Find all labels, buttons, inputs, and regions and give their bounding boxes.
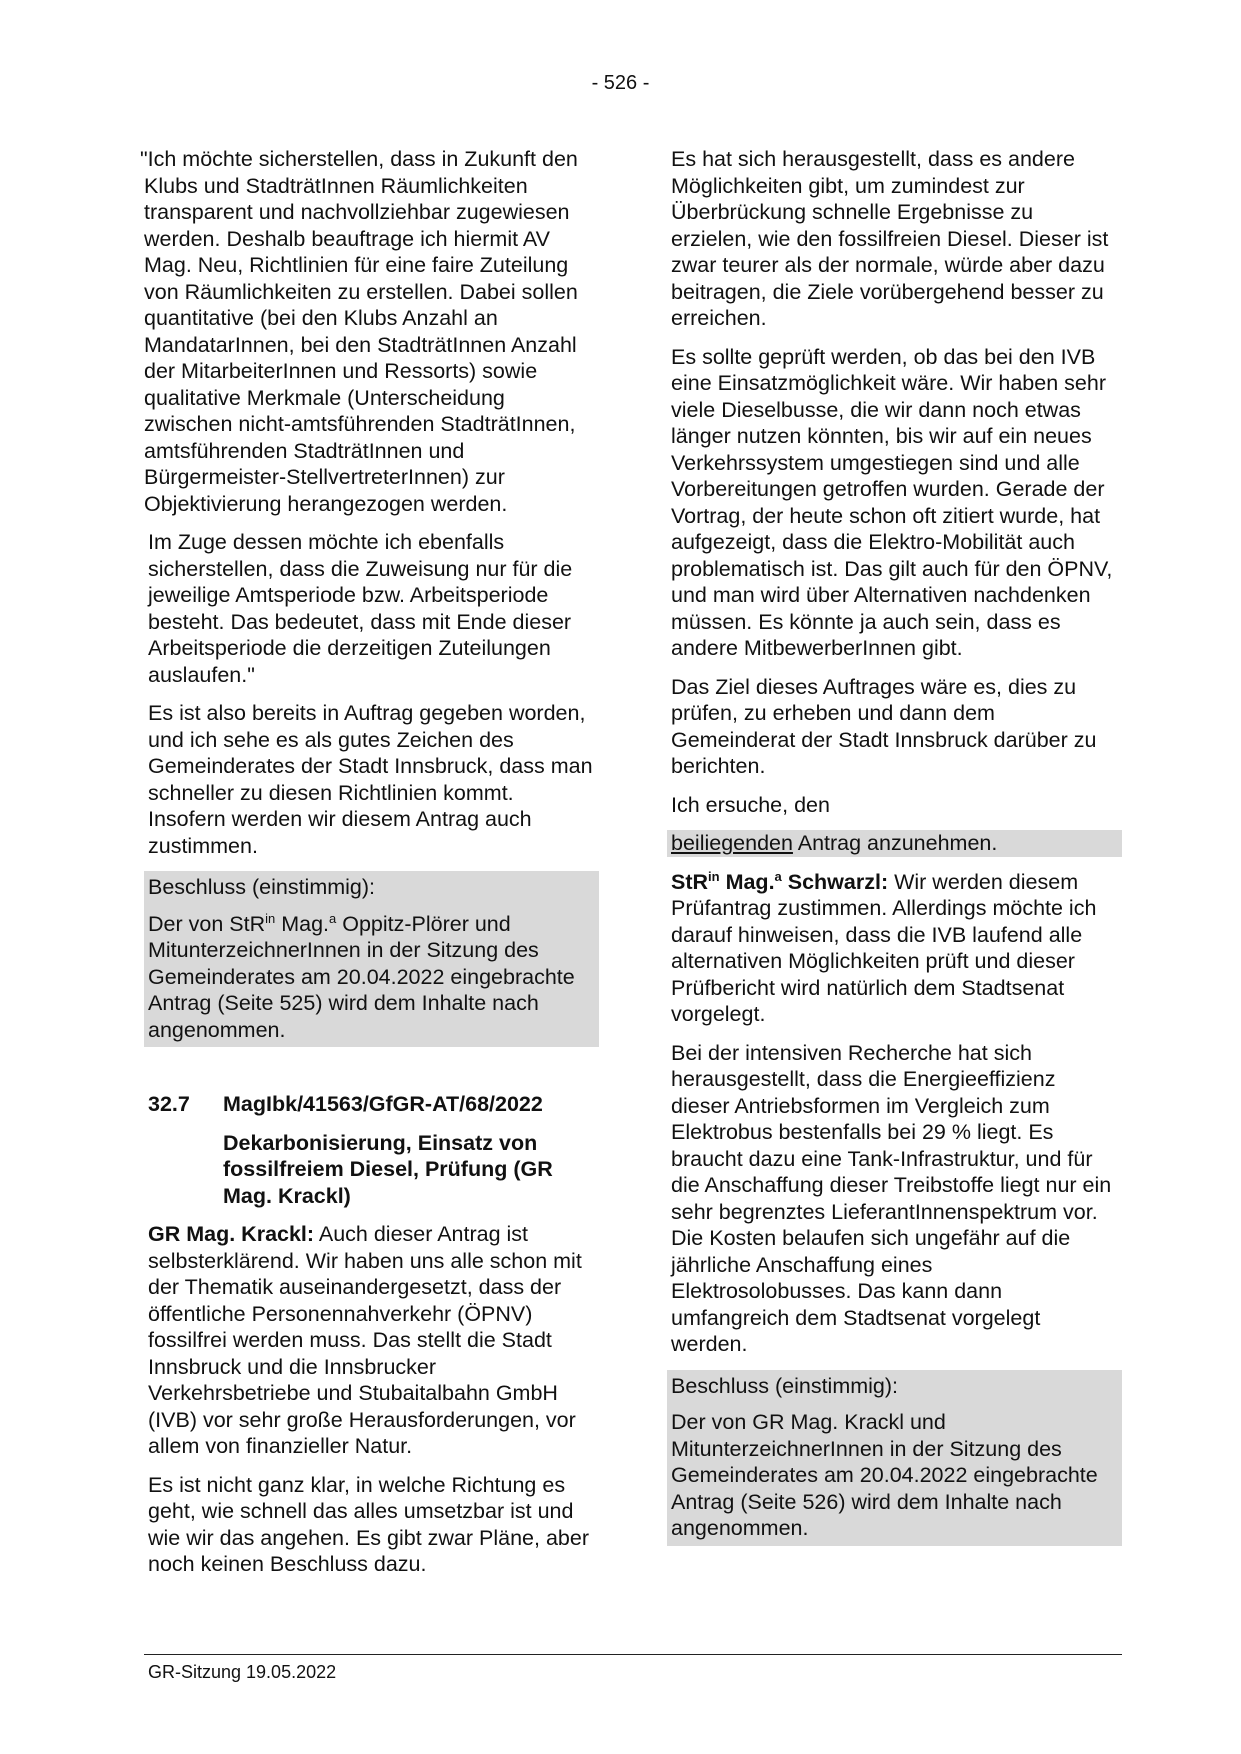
agenda-item-reference: MagIbk/41563/GfGR-AT/68/2022: [223, 1092, 543, 1116]
agenda-item-heading: [144, 1091, 599, 1118]
beschluss-text: Der von StR$^{in}$ Mag.$^a$ Oppitz-Plörer und MitunterzeichnerInnen in der Sitzung des Gemeinderates am 20.04.2022 eingebrachte Antrag (Seite 525) wird dem Inhalte nach angenommen.: [148, 910, 575, 1042]
beschluss-heading: Beschluss (einstimmig):: [671, 1373, 898, 1398]
footer-divider: [144, 1654, 1122, 1655]
beschluss-box-1: [144, 871, 599, 1047]
speech-schwarzl-2: Bei der intensiven Recherche hat sich herausgestellt, dass die Energieeffizienz dieser Antriebsformen im Vergleich zum Elektrobus bestenfalls bei 29 % liegt. Es braucht dazu eine Tank-Infrastruktur, und für die Anschaffung dieser Treibstoffe liegt nur ein sehr begrenztes LieferantInnenspektrum vor. Die Kosten belaufen sich ungefähr auf die jährliche Anschaffung eines Elektrosolobusses. Das kann dann umfangreich dem Stadtsenat vorgelegt werden.: [671, 1040, 1112, 1356]
beiliegenden-link[interactable]: beiliegenden: [671, 831, 793, 855]
quote-paragraph-2: Im Zuge dessen möchte ich ebenfalls sicherstellen, dass die Zuweisung nur für die jeweilige Amtsperiode bzw. Arbeitsperiode besteht. Das bedeutet, dass mit Ende dieser Arbeitsperiode die derzeitigen Zuteilungen auslaufen.": [148, 530, 573, 687]
footer-text: GR-Sitzung 19.05.2022: [148, 1662, 337, 1682]
speech-krackl-5: Das Ziel dieses Auftrages wäre es, dies zu prüfen, zu erheben und dann dem Gemeinderat der Stadt Innsbruck darüber zu berichten.: [671, 674, 1097, 778]
speaker-name: StR$^{in}$ Mag.$^a$ Schwarzl:: [671, 868, 889, 894]
speech-schwarzl-1: StR$^{in}$ Mag.$^a$ Schwarzl: Wir werden diesem Prüfantrag zustimmen. Allerdings möchte ich darauf hinweisen, dass die IVB laufend alle alternativen Möglichkeiten prüft und dieser Prüfbericht wird natürlich dem Stadtsenat vorgelegt.: [671, 868, 1097, 1026]
paragraph-auftrag: Es ist also bereits in Auftrag gegeben worden, und ich sehe es als gutes Zeichen des Gemeinderates der Stadt Innsbruck, dass man schneller zu diesen Richtlinien kommt. Insofern werden wir diesem Antrag auch zustimmen.: [148, 701, 593, 858]
antrag-line: beiliegenden Antrag anzunehmen.: [667, 830, 1122, 857]
speech-krackl-3: Es hat sich herausgestellt, dass es andere Möglichkeiten gibt, um zumindest zur Überbrückung schnelle Ergebnisse zu erzielen, wie den fossilfreien Diesel. Dieser ist zwar teurer als der normale, würde aber dazu beitragen, die Ziele vorübergehend besser zu erreichen.: [671, 147, 1109, 330]
agenda-item-number: 32.7: [148, 1092, 190, 1116]
beschluss-box-2: [667, 1370, 1122, 1546]
speech-krackl-6: Ich ersuche, den: [671, 792, 830, 817]
quote-paragraph-1: "Ich möchte sicherstellen, dass in Zukunft den Klubs und StadträtInnen Räumlichkeiten transparent und nachvollziehbar zugewiesen werden. Deshalb beauftrage ich hiermit AV Mag. Neu, Richtlinien für eine faire Zuteilung von Räumlichkeiten zu erstellen. Dabei sollen quantitative (bei den Klubs Anzahl an MandatarInnen, bei den StadträtInnen Anzahl der MitarbeiterInnen und Ressorts) sowie qualitative Merkmale (Unterscheidung zwischen nicht-amtsführenden StadträtInnen, amtsführenden StadträtInnen und Bürgermeister-StellvertreterInnen) zur Objektivierung herangezogen werden.: [140, 147, 578, 516]
agenda-item-title: Dekarbonisierung, Einsatz von fossilfreiem Diesel, Prüfung (GR Mag. Krackl): [223, 1130, 553, 1208]
left-column: [140, 146, 599, 1590]
beschluss-text: Der von GR Mag. Krackl und MitunterzeichnerInnen in der Sitzung des Gemeinderates am 20.04.2022 eingebrachte Antrag (Seite 526) wird dem Inhalte nach angenommen.: [671, 1410, 1098, 1540]
page-number: - 526 -: [591, 72, 650, 94]
right-column: [667, 146, 1122, 1546]
speech-krackl-2: Es ist nicht ganz klar, in welche Richtung es geht, wie schnell das alles umsetzbar ist und wie wir das angehen. Es gibt zwar Pläne, aber noch keinen Beschluss dazu.: [148, 1472, 589, 1576]
speaker-name: GR Mag. Krackl:: [148, 1222, 315, 1246]
beschluss-heading: Beschluss (einstimmig):: [148, 875, 375, 899]
speech-krackl-1: GR Mag. Krackl: Auch dieser Antrag ist selbsterklärend. Wir haben uns alle schon mit der Thematik auseinandergesetzt, dass der öffentliche Personennahverkehr (ÖPNV) fossilfrei werden muss. Das stellt die Stadt Innsbruck und die Innsbrucker Verkehrsbetriebe und Stubaitalbahn GmbH (IVB) vor sehr große Herausforderungen, vor allem von finanzieller Natur.: [148, 1222, 582, 1458]
speech-krackl-4: Es sollte geprüft werden, ob das bei den IVB eine Einsatzmöglichkeit wäre. Wir haben sehr viele Dieselbusse, die wir dann noch etwas länger nutzen könnten, bis wir auf ein neues Verkehrssystem umgestiegen sind und alle Vorbereitungen getroffen wurden. Gerade der Vortrag, der heute schon oft zitiert wurde, hat aufgezeigt, dass die Elektro-Mobilität auch problematisch ist. Das gilt auch für den ÖPNV, und man wird über Alternativen nachdenken müssen. Es könnte ja auch sein, dass es andere MitbewerberInnen gibt.: [671, 344, 1113, 660]
